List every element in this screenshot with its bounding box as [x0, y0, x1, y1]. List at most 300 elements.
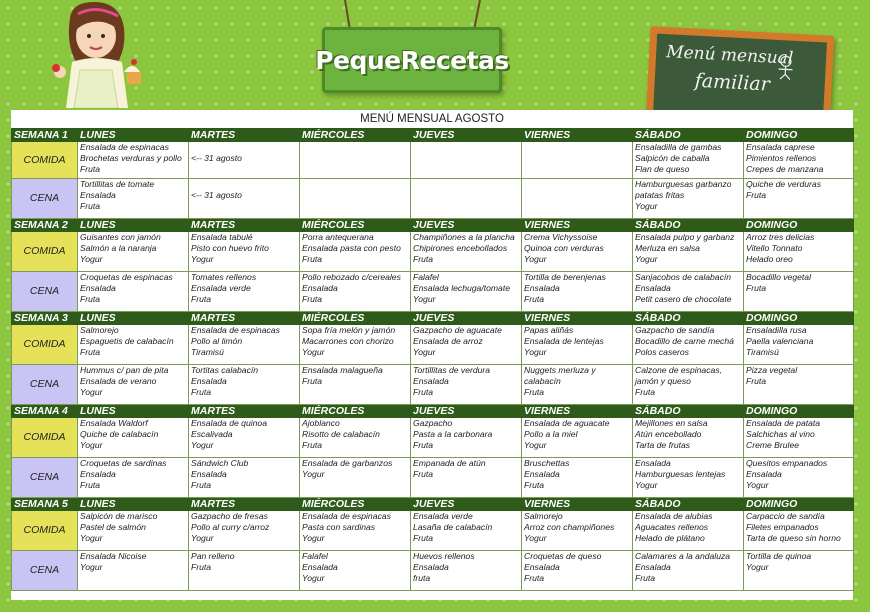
menu-cell	[411, 179, 522, 219]
week-label: SEMANA 3	[12, 312, 78, 325]
day-header: SÁBADO	[633, 219, 744, 232]
menu-cell	[78, 418, 189, 458]
week-label: SEMANA 5	[12, 498, 78, 511]
dish-line: Ensalada verde	[191, 283, 251, 293]
cena-label: CENA	[12, 179, 78, 219]
dish-line: Falafel	[413, 272, 439, 282]
dish-line: Yogur	[80, 533, 103, 543]
day-header: LUNES	[78, 498, 189, 511]
menu-cell	[744, 325, 854, 365]
dish-line: Yogur	[191, 440, 214, 450]
dish-line: Fruta	[635, 387, 656, 397]
dish-line: Fruta	[80, 480, 101, 490]
day-header: LUNES	[78, 129, 189, 142]
dish-line: Yogur	[635, 254, 658, 264]
menu-cell	[300, 418, 411, 458]
menu-cell	[522, 418, 633, 458]
day-header: MIÉRCOLES	[300, 405, 411, 418]
dish-line: Ajoblanco	[302, 418, 340, 428]
dish-line: Salpicón de caballa	[635, 153, 710, 163]
dish-line: Aguacates rellenos	[635, 522, 709, 532]
dish-line: Ensalada verde	[413, 511, 473, 521]
dish-line: Tarta de queso sin horno	[746, 533, 841, 543]
dish-line: Yogur	[80, 387, 103, 397]
dish-line: Ensalada	[302, 283, 338, 293]
dish-line: Pasta con sardinas	[302, 522, 376, 532]
menu-cell	[189, 179, 300, 219]
dish-line: Ensalada	[80, 469, 116, 479]
dish-line: Fruta	[80, 294, 101, 304]
dish-line: <-- 31 agosto	[191, 153, 242, 163]
day-header: JUEVES	[411, 498, 522, 511]
dish-line	[191, 164, 297, 175]
menu-cell	[744, 551, 854, 591]
menu-cell	[522, 551, 633, 591]
dish-line: Ensalada	[191, 376, 227, 386]
dish-line: Ensalada	[80, 283, 116, 293]
dish-line: Helado de plátano	[635, 533, 705, 543]
menu-table	[11, 128, 854, 591]
dish-line: Fruta	[80, 164, 101, 174]
dish-line: Yogur	[191, 533, 214, 543]
menu-cell	[300, 458, 411, 498]
dish-line: Ensalada	[524, 562, 560, 572]
dish-line: Merluza en salsa	[635, 243, 700, 253]
meal-row-comida	[12, 418, 854, 458]
dish-line: Brochetas verduras y pollo	[80, 153, 182, 163]
dish-line: Yogur	[746, 480, 769, 490]
dish-line: Sopa fría melón y jamón	[302, 325, 396, 335]
menu-cell	[78, 458, 189, 498]
day-header: DOMINGO	[744, 129, 854, 142]
menu-cell	[633, 418, 744, 458]
dish-line: Pastel de salmón	[80, 522, 146, 532]
menu-cell	[411, 551, 522, 591]
dish-line: Fruta	[413, 440, 434, 450]
menu-cell	[633, 142, 744, 179]
dish-line: Ensaladilla de gambas	[635, 142, 722, 152]
dish-line: Helado oreo	[746, 254, 793, 264]
dish-line: Ensalada de patata	[746, 418, 821, 428]
menu-cell	[633, 365, 744, 405]
menu-cell	[522, 142, 633, 179]
day-header: MARTES	[189, 129, 300, 142]
menu-cell	[189, 325, 300, 365]
dish-line: Espaguetis de calabacín	[80, 336, 174, 346]
dish-line: Bocadillo vegetal	[746, 272, 811, 282]
meal-row-cena	[12, 365, 854, 405]
menu-cell	[300, 142, 411, 179]
meal-row-cena	[12, 551, 854, 591]
dish-line: Pizza vegetal	[746, 365, 798, 375]
dish-line: Salmorejo	[80, 325, 119, 335]
menu-cell	[411, 232, 522, 272]
dish-line: Hamburguesas lentejas	[635, 469, 726, 479]
day-header: VIERNES	[522, 129, 633, 142]
logo-text: PequeRecetas	[315, 45, 509, 75]
menu-cell	[78, 551, 189, 591]
dish-line: Ensalada	[191, 469, 227, 479]
menu-cell	[78, 511, 189, 551]
dish-line: Sándwich Club	[191, 458, 249, 468]
dish-line: Calamares a la andaluza	[635, 551, 731, 561]
day-header: DOMINGO	[744, 219, 854, 232]
menu-cell	[744, 272, 854, 312]
dish-line: Ensalada de lentejas	[524, 336, 604, 346]
dish-line: Croquetas de sardinas	[80, 458, 167, 468]
comida-label: COMIDA	[12, 325, 78, 365]
menu-cell	[411, 418, 522, 458]
dish-line: Sanjacobos de calabacín	[635, 272, 732, 282]
dish-line: Ensalada de espinacas	[191, 325, 280, 335]
dish-line: Ensalada de espinacas	[80, 142, 169, 152]
menu-cell	[744, 142, 854, 179]
day-header: JUEVES	[411, 405, 522, 418]
menu-cell	[78, 232, 189, 272]
day-header: MIÉRCOLES	[300, 219, 411, 232]
menu-cell	[78, 365, 189, 405]
day-header: JUEVES	[411, 129, 522, 142]
dish-line: Calzone de espinacas,	[635, 365, 722, 375]
dish-line: Salchichas al vino	[746, 429, 815, 439]
day-header: JUEVES	[411, 312, 522, 325]
dish-line: Gazpacho de aguacate	[413, 325, 502, 335]
menu-cell	[300, 551, 411, 591]
menu-cell	[744, 511, 854, 551]
dish-line: Fruta	[524, 294, 545, 304]
dish-line: Fruta	[524, 480, 545, 490]
dish-line	[191, 142, 297, 153]
dish-line: Yogur	[524, 254, 547, 264]
menu-cell	[633, 179, 744, 219]
day-header: MIÉRCOLES	[300, 312, 411, 325]
menu-cell	[300, 272, 411, 312]
dish-line: Empanada de atún	[413, 458, 486, 468]
dish-line: Yogur	[302, 469, 325, 479]
dish-line: Macarrones con chorizo	[302, 336, 394, 346]
dish-line: Fruta	[413, 469, 434, 479]
menu-cell	[189, 365, 300, 405]
dish-line: Yogur	[80, 440, 103, 450]
dish-line: Papas aliñás	[524, 325, 574, 335]
day-header: MARTES	[189, 498, 300, 511]
meal-row-cena	[12, 272, 854, 312]
dish-line: Croquetas de queso	[524, 551, 602, 561]
dish-line: Ensalada Waldorf	[80, 418, 148, 428]
day-header: MARTES	[189, 405, 300, 418]
day-header: MARTES	[189, 312, 300, 325]
meal-row-cena	[12, 179, 854, 219]
dish-line: Pimientos rellenos	[746, 153, 817, 163]
dish-line: Pan relleno	[191, 551, 235, 561]
dish-line: Ensalada	[524, 469, 560, 479]
dish-line: Yogur	[302, 533, 325, 543]
dish-line: Mejillones en salsa	[635, 418, 708, 428]
dish-line: Ensalada	[635, 458, 671, 468]
dish-line: Yogur	[746, 562, 769, 572]
dish-line: Ensalada	[635, 562, 671, 572]
dish-line: Ensalada pasta con pesto	[302, 243, 401, 253]
dish-line: Gazpacho	[413, 418, 453, 428]
dish-line: Fruta	[746, 376, 767, 386]
board-title-line2: familiar	[694, 69, 771, 96]
dish-line: Ensalada de verano	[80, 376, 157, 386]
menu-cell	[633, 325, 744, 365]
dish-line: Tarta de frutas	[635, 440, 691, 450]
week-header-row	[12, 312, 854, 325]
day-header: LUNES	[78, 312, 189, 325]
week-label: SEMANA 1	[12, 129, 78, 142]
menu-cell	[522, 458, 633, 498]
dish-line: Ensalada	[413, 562, 449, 572]
dish-line: Fruta	[524, 387, 545, 397]
dish-line: Ensalada	[635, 283, 671, 293]
menu-cell	[744, 232, 854, 272]
menu-cell	[189, 551, 300, 591]
dish-line: Ensalada lechuga/tomate	[413, 283, 510, 293]
dish-line: Yogur	[524, 347, 547, 357]
dish-line: Guisantes con jamón	[80, 232, 161, 242]
week-header-row	[12, 498, 854, 511]
menu-cell	[78, 142, 189, 179]
menu-cell	[522, 511, 633, 551]
dish-line	[191, 179, 297, 190]
menu-cell	[633, 272, 744, 312]
dish-line: Pollo rebozado c/cereales	[302, 272, 401, 282]
dish-line: Gazpacho de fresas	[191, 511, 268, 521]
dish-line: Fruta	[80, 201, 101, 211]
dish-line: Fruta	[191, 562, 212, 572]
dish-line: Petit casero de chocolate	[635, 294, 732, 304]
dish-line: calabacín	[524, 376, 561, 386]
menu-cell	[189, 458, 300, 498]
dish-line: Ensalada de espinacas	[302, 511, 391, 521]
dish-line: Yogur	[524, 533, 547, 543]
dish-line: Carpaccio de sandía	[746, 511, 825, 521]
dish-line: Yogur	[524, 440, 547, 450]
dish-line: Yogur	[302, 573, 325, 583]
day-header: SÁBADO	[633, 129, 744, 142]
dish-line: Quiche de verduras	[746, 179, 821, 189]
dish-line: Atún encebollado	[635, 429, 702, 439]
day-header: DOMINGO	[744, 405, 854, 418]
day-header: DOMINGO	[744, 312, 854, 325]
dish-line: Arroz con champiñones	[524, 522, 615, 532]
dish-line: Lasaña de calabacín	[413, 522, 493, 532]
dish-line: Yogur	[413, 294, 436, 304]
dish-line: Fruta	[191, 387, 212, 397]
menu-cell	[522, 272, 633, 312]
dish-line: Tortilla de berenjenas	[524, 272, 606, 282]
dish-line: Ensalada de arroz	[413, 336, 483, 346]
dish-line: Yogur	[191, 254, 214, 264]
menu-cell	[522, 179, 633, 219]
menu-cell	[633, 551, 744, 591]
menu-cell	[78, 325, 189, 365]
comida-label: COMIDA	[12, 511, 78, 551]
dish-line: Salmón a la naranja	[80, 243, 157, 253]
dish-line: Ensalada tabulé	[191, 232, 253, 242]
dish-line: Yogur	[413, 347, 436, 357]
dish-line: Fruta	[413, 533, 434, 543]
dish-line: Nuggets merluza y	[524, 365, 596, 375]
dish-line: Ensalada	[746, 469, 782, 479]
meal-row-comida	[12, 511, 854, 551]
dish-line: Yogur	[80, 254, 103, 264]
meal-row-comida	[12, 142, 854, 179]
dish-line: Flan de queso	[635, 164, 690, 174]
dish-line: Bruschettas	[524, 458, 570, 468]
dish-line: Yogur	[302, 347, 325, 357]
comida-label: COMIDA	[12, 232, 78, 272]
dish-line: Croquetas de espinacas	[80, 272, 173, 282]
dish-line: Pasta a la carbonara	[413, 429, 493, 439]
dish-line: Fruta	[80, 347, 101, 357]
dish-line: Huevos rellenos	[413, 551, 475, 561]
menu-cell	[744, 458, 854, 498]
menu-cell	[78, 272, 189, 312]
menu-cell	[300, 179, 411, 219]
meal-row-comida	[12, 325, 854, 365]
dish-line: Arroz tres delicias	[746, 232, 815, 242]
dish-line: Tomates rellenos	[191, 272, 257, 282]
week-header-row	[12, 405, 854, 418]
dish-line: Tiramisú	[191, 347, 224, 357]
menu-cell	[744, 418, 854, 458]
menu-cell	[633, 511, 744, 551]
menu-cell	[189, 511, 300, 551]
dish-line: Ensalada de alubias	[635, 511, 713, 521]
dish-line: Fruta	[413, 254, 434, 264]
dish-line: Fruta	[635, 573, 656, 583]
dish-line: Champiñones a la plancha	[413, 232, 515, 242]
dish-line: Fruta	[524, 573, 545, 583]
dish-line: Yogur	[635, 201, 658, 211]
dish-line: Crema Vichyssoise	[524, 232, 598, 242]
dish-line: Porra antequerana	[302, 232, 374, 242]
week-header-row	[12, 129, 854, 142]
week-label: SEMANA 2	[12, 219, 78, 232]
dish-line: Risotto de calabacín	[302, 429, 380, 439]
menu-cell	[189, 232, 300, 272]
dish-line: Bocadillo de carne mechá	[635, 336, 734, 346]
menu-cell	[411, 365, 522, 405]
dish-line: Chipirones encebollados	[413, 243, 508, 253]
comida-label: COMIDA	[12, 418, 78, 458]
day-header: SÁBADO	[633, 498, 744, 511]
dish-line: Ensalada	[80, 190, 116, 200]
dish-line: Fruta	[191, 294, 212, 304]
day-header: MIÉRCOLES	[300, 498, 411, 511]
menu-cell	[744, 179, 854, 219]
cena-label: CENA	[12, 551, 78, 591]
dish-line: Ensalada de quinoa	[191, 418, 267, 428]
dish-line: Ensalada	[302, 562, 338, 572]
dish-line: Hamburguesas garbanzo	[635, 179, 732, 189]
dish-line: Quinoa con verduras	[524, 243, 604, 253]
dish-line: Paella valenciana	[746, 336, 814, 346]
dish-line: Fruta	[302, 440, 323, 450]
dish-line: Crepes de manzana	[746, 164, 824, 174]
dish-line: Filetes empanados	[746, 522, 819, 532]
dish-line: Yogur	[635, 480, 658, 490]
dish-line: Tortitas calabacín	[191, 365, 259, 375]
menu-cell	[189, 418, 300, 458]
day-header: JUEVES	[411, 219, 522, 232]
day-header: LUNES	[78, 219, 189, 232]
menu-cell	[633, 232, 744, 272]
dish-line: Fruta	[302, 294, 323, 304]
dish-line: Ensalada caprese	[746, 142, 815, 152]
dish-line: Ensalada de garbanzos	[302, 458, 393, 468]
day-header: SÁBADO	[633, 312, 744, 325]
menu-cell	[522, 232, 633, 272]
board-title-line1: Menú mensual	[665, 42, 794, 69]
dish-line: Tortillitas de tomate	[80, 179, 155, 189]
dish-line: Fruta	[302, 254, 323, 264]
dish-line: patatas fritas	[635, 190, 685, 200]
menu-cell	[522, 325, 633, 365]
cena-label: CENA	[12, 272, 78, 312]
dish-line: Ensalada pulpo y garbanz	[635, 232, 735, 242]
dish-line: Fruta	[302, 376, 323, 386]
dish-line: Ensalada de aguacate	[524, 418, 610, 428]
day-header: VIERNES	[522, 498, 633, 511]
day-header: VIERNES	[522, 312, 633, 325]
menu-cell	[633, 458, 744, 498]
menu-cell	[411, 272, 522, 312]
dish-line: Ensalada malagueña	[302, 365, 383, 375]
dish-line: Fruta	[746, 283, 767, 293]
menu-panel	[11, 110, 853, 600]
dish-line: Ensalada	[524, 283, 560, 293]
menu-cell	[300, 325, 411, 365]
cook-girl-illustration	[32, 0, 162, 108]
dish-line	[191, 201, 297, 212]
dish-line: jamón y queso	[635, 376, 691, 386]
child-doodle-icon	[773, 54, 798, 81]
week-header-row	[12, 219, 854, 232]
dish-line: Pisto con huevo frito	[191, 243, 269, 253]
menu-cell	[300, 511, 411, 551]
pequerecetas-logo[interactable]	[315, 27, 509, 93]
menu-cell	[411, 325, 522, 365]
day-header: MARTES	[189, 219, 300, 232]
day-header: VIERNES	[522, 405, 633, 418]
dish-line: <-- 31 agosto	[191, 190, 242, 200]
cena-label: CENA	[12, 365, 78, 405]
dish-line: Tortilla de quinoa	[746, 551, 812, 561]
day-header: LUNES	[78, 405, 189, 418]
menu-cell	[78, 179, 189, 219]
dish-line: Polos caseros	[635, 347, 689, 357]
dish-line: Ensaladilla rusa	[746, 325, 807, 335]
dish-line: fruta	[413, 573, 431, 583]
dish-line: Pollo a la miel	[524, 429, 578, 439]
dish-line: Ensalada	[413, 376, 449, 386]
dish-line: Salmorejo	[524, 511, 563, 521]
week-label: SEMANA 4	[12, 405, 78, 418]
dish-line: Falafel	[302, 551, 328, 561]
dish-line: Hummus c/ pan de pita	[80, 365, 169, 375]
dish-line: Ensalada Nicoise	[80, 551, 147, 561]
dish-line: Creme Brulee	[746, 440, 800, 450]
day-header: MIÉRCOLES	[300, 129, 411, 142]
dish-line: Yogur	[80, 562, 103, 572]
menu-cell	[300, 365, 411, 405]
dish-line: Fruta	[746, 190, 767, 200]
menu-cell	[300, 232, 411, 272]
